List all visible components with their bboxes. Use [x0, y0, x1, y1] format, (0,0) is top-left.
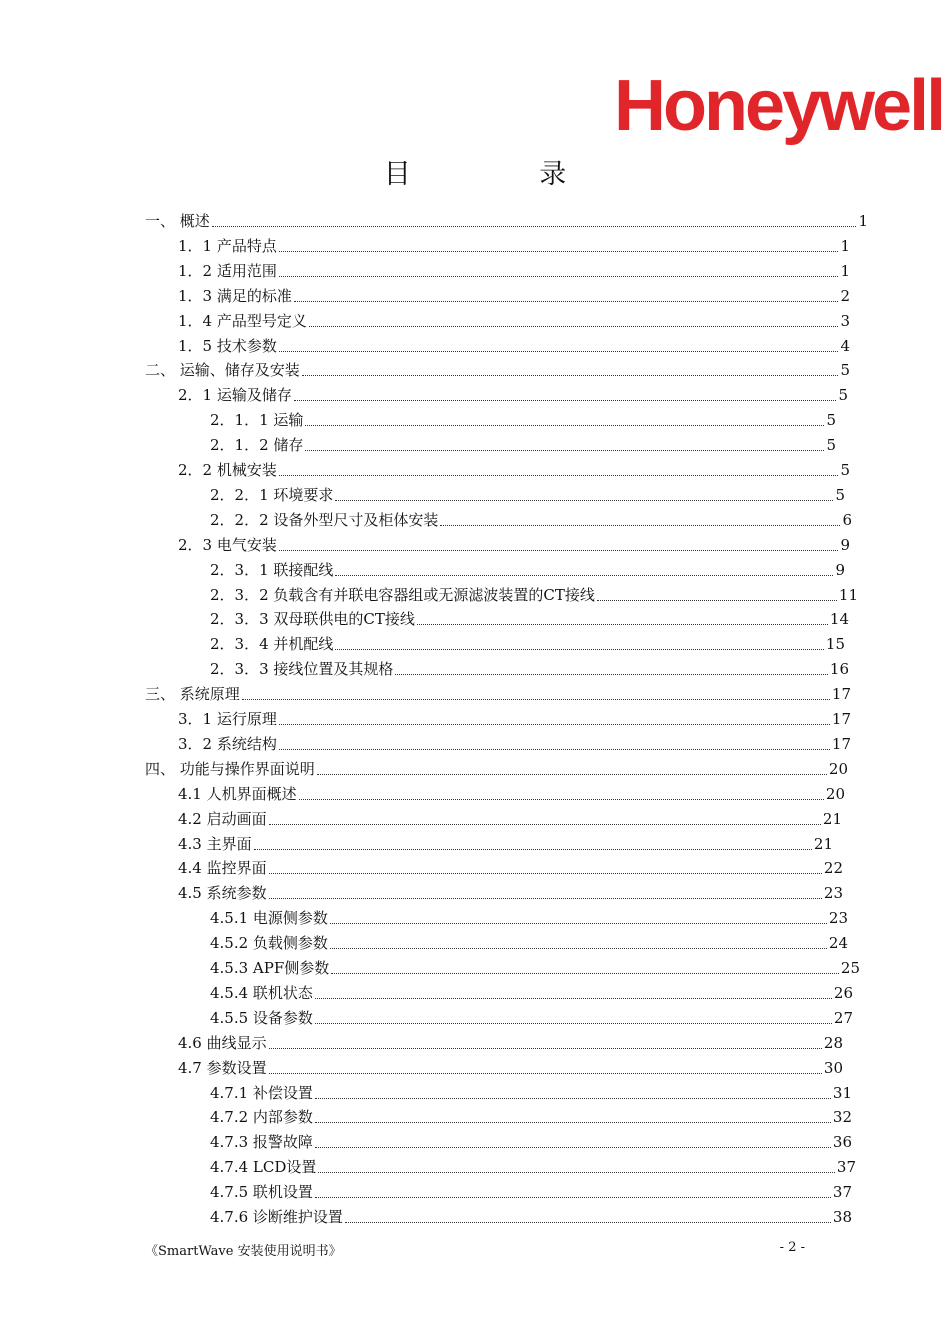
honeywell-logo: Honeywell: [614, 66, 944, 146]
toc-leader-dots: [299, 779, 824, 800]
toc-entry-label: 三、 系统原理: [145, 685, 240, 704]
toc-entry-label: 2．1．2 储存: [210, 436, 304, 455]
toc-entry-label: 3．1 运行原理: [178, 710, 277, 728]
toc-entry-page: 20: [828, 759, 848, 778]
toc-leader-dots: [315, 1177, 831, 1198]
toc-entry-label: 2．1 运输及储存: [178, 386, 292, 405]
toc-entry-label: 4.5.2 负载侧参数: [210, 934, 328, 953]
toc-entry-page: 28: [823, 1033, 843, 1052]
toc-entry[interactable]: [210, 1203, 852, 1227]
toc-entry-page: 23: [828, 909, 848, 928]
toc-leader-dots: [279, 256, 839, 277]
toc-entry[interactable]: [178, 332, 850, 356]
toc-entry[interactable]: [210, 1128, 852, 1152]
toc-entry[interactable]: [178, 381, 848, 405]
toc-entry-page: 3: [840, 311, 850, 330]
toc-leader-dots: [294, 380, 837, 401]
toc-entry-label: 4.7 参数设置: [178, 1058, 267, 1077]
toc-leader-dots: [212, 206, 857, 227]
toc-entry[interactable]: [178, 307, 850, 331]
toc-entry-page: 1: [840, 236, 850, 255]
toc-entry-page: 36: [832, 1133, 852, 1152]
toc-entry-page: 37: [836, 1158, 856, 1177]
toc-entry-label: 2．3．3 双母联供电的CT接线: [210, 610, 415, 629]
toc-entry-page: 5: [826, 411, 836, 430]
toc-leader-dots: [294, 281, 839, 302]
toc-leader-dots: [279, 231, 839, 252]
toc-entry-page: 5: [826, 436, 836, 455]
toc-entry[interactable]: [210, 1103, 852, 1127]
toc-leader-dots: [309, 306, 839, 327]
toc-leader-dots: [317, 754, 827, 775]
page-footer: [145, 1240, 805, 1259]
toc-entry-page: 22: [823, 859, 843, 878]
toc-entry-label: 2．3．4 并机配线: [210, 635, 334, 654]
toc-entry-label: 2．3．2 负载含有并联电容器组或无源滤波装置的CT接线: [210, 585, 595, 604]
toc-entry-page: 14: [829, 610, 849, 629]
toc-entry[interactable]: [210, 979, 853, 1003]
toc-leader-dots: [305, 430, 824, 451]
toc-entry[interactable]: [210, 506, 852, 530]
toc-leader-dots: [269, 1053, 822, 1074]
toc-leader-dots: [335, 629, 824, 650]
toc-entry-label: 2．3 电气安装: [178, 535, 277, 554]
toc-entry-page: 37: [832, 1183, 852, 1202]
toc-entry[interactable]: [210, 556, 845, 580]
toc-leader-dots: [315, 1078, 831, 1099]
toc-entry-label: 4.1 人机界面概述: [178, 784, 297, 803]
toc-entry[interactable]: [210, 1153, 856, 1177]
toc-entry-label: 4.7.3 报警故障: [210, 1133, 313, 1152]
toc-entry-page: 21: [813, 834, 833, 853]
toc-entry[interactable]: [178, 531, 850, 555]
toc-leader-dots: [242, 679, 830, 700]
toc-entry[interactable]: [178, 232, 850, 256]
toc-entry-label: 4.5 系统参数: [178, 884, 267, 903]
toc-entry-label: 4.5.5 设备参数: [210, 1008, 313, 1027]
toc-entry[interactable]: [145, 755, 848, 779]
toc-entry-page: 17: [831, 685, 851, 704]
toc-entry[interactable]: [145, 680, 851, 704]
toc-entry-label: 2．2 机械安装: [178, 461, 277, 479]
toc-entry-page: 5: [838, 386, 848, 405]
toc-leader-dots: [335, 480, 833, 501]
toc-entry-label: 4.7.4 LCD设置: [210, 1158, 317, 1177]
toc-entry-page: 15: [825, 635, 845, 654]
toc-entry[interactable]: [210, 655, 849, 679]
toc-leader-dots: [330, 928, 827, 949]
toc-entry[interactable]: [210, 406, 836, 430]
toc-entry-label: 4.5.1 电源侧参数: [210, 909, 328, 928]
toc-leader-dots: [254, 829, 812, 850]
toc-leader-dots: [330, 903, 827, 924]
toc-entry-page: 23: [823, 884, 843, 903]
toc-entry[interactable]: [178, 456, 850, 480]
toc-entry[interactable]: [210, 929, 848, 953]
toc-entry[interactable]: [145, 207, 868, 231]
toc-entry[interactable]: [178, 1054, 843, 1078]
footer-document-title: 《SmartWave 安装使用说明书》: [145, 1244, 342, 1259]
toc-leader-dots: [305, 405, 824, 426]
toc-entry[interactable]: [210, 954, 860, 978]
toc-entry-page: 26: [833, 983, 853, 1002]
toc-entry-page: 24: [828, 934, 848, 953]
toc-entry-page: 4: [840, 336, 850, 355]
toc-leader-dots: [315, 1003, 832, 1024]
toc-entry-label: 4.2 启动画面: [178, 809, 267, 828]
toc-leader-dots: [597, 580, 837, 601]
toc-entry[interactable]: [178, 282, 850, 306]
toc-entry-label: 4.7.2 内部参数: [210, 1108, 313, 1127]
toc-entry-page: 2: [840, 286, 850, 305]
toc-leader-dots: [279, 331, 839, 352]
toc-leader-dots: [315, 1102, 831, 1123]
toc-leader-dots: [279, 530, 839, 551]
toc-entry-label: 一、 概述: [145, 212, 210, 230]
toc-leader-dots: [269, 853, 822, 874]
toc-entry-label: 4.7.1 补偿设置: [210, 1083, 313, 1102]
toc-entry[interactable]: [210, 581, 858, 605]
toc-entry-label: 4.4 监控界面: [178, 859, 267, 878]
toc-entry-label: 2．1．1 运输: [210, 411, 304, 430]
toc-entry-page: 9: [835, 560, 845, 579]
toc-entry[interactable]: [210, 605, 849, 629]
toc-entry-label: 2．3．1 联接配线: [210, 560, 334, 579]
toc-entry-label: 4.7.6 诊断维护设置: [210, 1208, 343, 1226]
toc-leader-dots: [315, 978, 832, 999]
toc-leader-dots: [269, 878, 822, 899]
toc-entry-label: 1．1 产品特点: [178, 236, 277, 255]
toc-entry[interactable]: [178, 780, 845, 804]
toc-leader-dots: [440, 505, 840, 526]
toc-entry[interactable]: [178, 1029, 843, 1053]
toc-entry-page: 31: [832, 1083, 852, 1102]
toc-entry-page: 1: [840, 261, 850, 280]
toc-entry-label: 4.6 曲线显示: [178, 1033, 267, 1052]
toc-entry-label: 4.5.3 APF侧参数: [210, 959, 330, 977]
toc-leader-dots: [318, 1152, 835, 1173]
toc-entry-page: 5: [840, 361, 850, 380]
toc-entry-label: 1．5 技术参数: [178, 336, 277, 355]
toc-entry[interactable]: [178, 830, 833, 854]
toc-leader-dots: [315, 1127, 831, 1148]
toc-entry-page: 1: [858, 212, 868, 230]
toc-entry-page: 11: [838, 585, 858, 604]
toc-entry[interactable]: [178, 730, 851, 754]
toc-leader-dots: [269, 804, 821, 825]
toc-entry-label: 2．3．3 接线位置及其规格: [210, 660, 394, 679]
toc-entry[interactable]: [178, 257, 850, 281]
toc-entry-label: 2．2．2 设备外型尺寸及柜体安装: [210, 510, 439, 529]
toc-entry-page: 5: [835, 485, 845, 504]
toc-entry-page: 6: [842, 510, 852, 529]
footer-page-number: - 2 -: [779, 1240, 805, 1255]
toc-entry-label: 3．2 系统结构: [178, 734, 277, 753]
toc-entry[interactable]: [178, 854, 843, 878]
toc-leader-dots: [302, 355, 839, 376]
toc-entry[interactable]: [145, 356, 850, 380]
toc-leader-dots: [279, 729, 830, 750]
toc-title: 目 录: [383, 159, 627, 190]
toc-entry-label: 1．2 适用范围: [178, 261, 277, 280]
toc-entry-page: 38: [832, 1208, 852, 1226]
toc-leader-dots: [269, 1028, 822, 1049]
toc-entry-page: 9: [840, 535, 850, 554]
toc-entry-page: 25: [840, 959, 860, 977]
toc-entry-label: 4.3 主界面: [178, 834, 252, 853]
toc-entry[interactable]: [210, 1004, 853, 1028]
toc-entry[interactable]: [210, 481, 845, 505]
toc-entry-page: 30: [823, 1058, 843, 1077]
toc-entry[interactable]: [178, 879, 843, 903]
toc-entry-label: 四、 功能与操作界面说明: [145, 759, 315, 778]
toc-entry-page: 5: [840, 461, 850, 479]
toc-entry[interactable]: [210, 431, 836, 455]
toc-entry-label: 1．3 满足的标准: [178, 286, 292, 305]
toc-entry-label: 1．4 产品型号定义: [178, 311, 307, 330]
toc-entry-page: 16: [829, 660, 849, 679]
toc-entry-page: 17: [831, 710, 851, 728]
toc-entry[interactable]: [178, 805, 842, 829]
toc-entry-page: 21: [822, 809, 842, 828]
toc-entry-page: 20: [825, 784, 845, 803]
toc-entry[interactable]: [210, 1079, 852, 1103]
toc-entry-page: 27: [833, 1008, 853, 1027]
toc-entry-label: 二、 运输、储存及安装: [145, 361, 300, 380]
toc-leader-dots: [335, 555, 833, 576]
toc-entry[interactable]: [178, 705, 851, 729]
toc-entry[interactable]: [210, 904, 848, 928]
toc-entry-label: 2．2．1 环境要求: [210, 485, 334, 504]
toc-entry-page: 17: [831, 734, 851, 753]
toc-leader-dots: [395, 654, 828, 675]
toc-entry-page: 32: [832, 1108, 852, 1127]
toc-leader-dots: [279, 704, 830, 725]
toc-entry[interactable]: [210, 630, 845, 654]
toc-leader-dots: [279, 455, 839, 476]
toc-entry-label: 4.5.4 联机状态: [210, 983, 313, 1002]
toc-entry-label: 4.7.5 联机设置: [210, 1183, 313, 1202]
toc-entry[interactable]: [210, 1178, 852, 1202]
toc-leader-dots: [331, 953, 839, 974]
toc-leader-dots: [417, 604, 828, 625]
toc-leader-dots: [345, 1202, 831, 1223]
